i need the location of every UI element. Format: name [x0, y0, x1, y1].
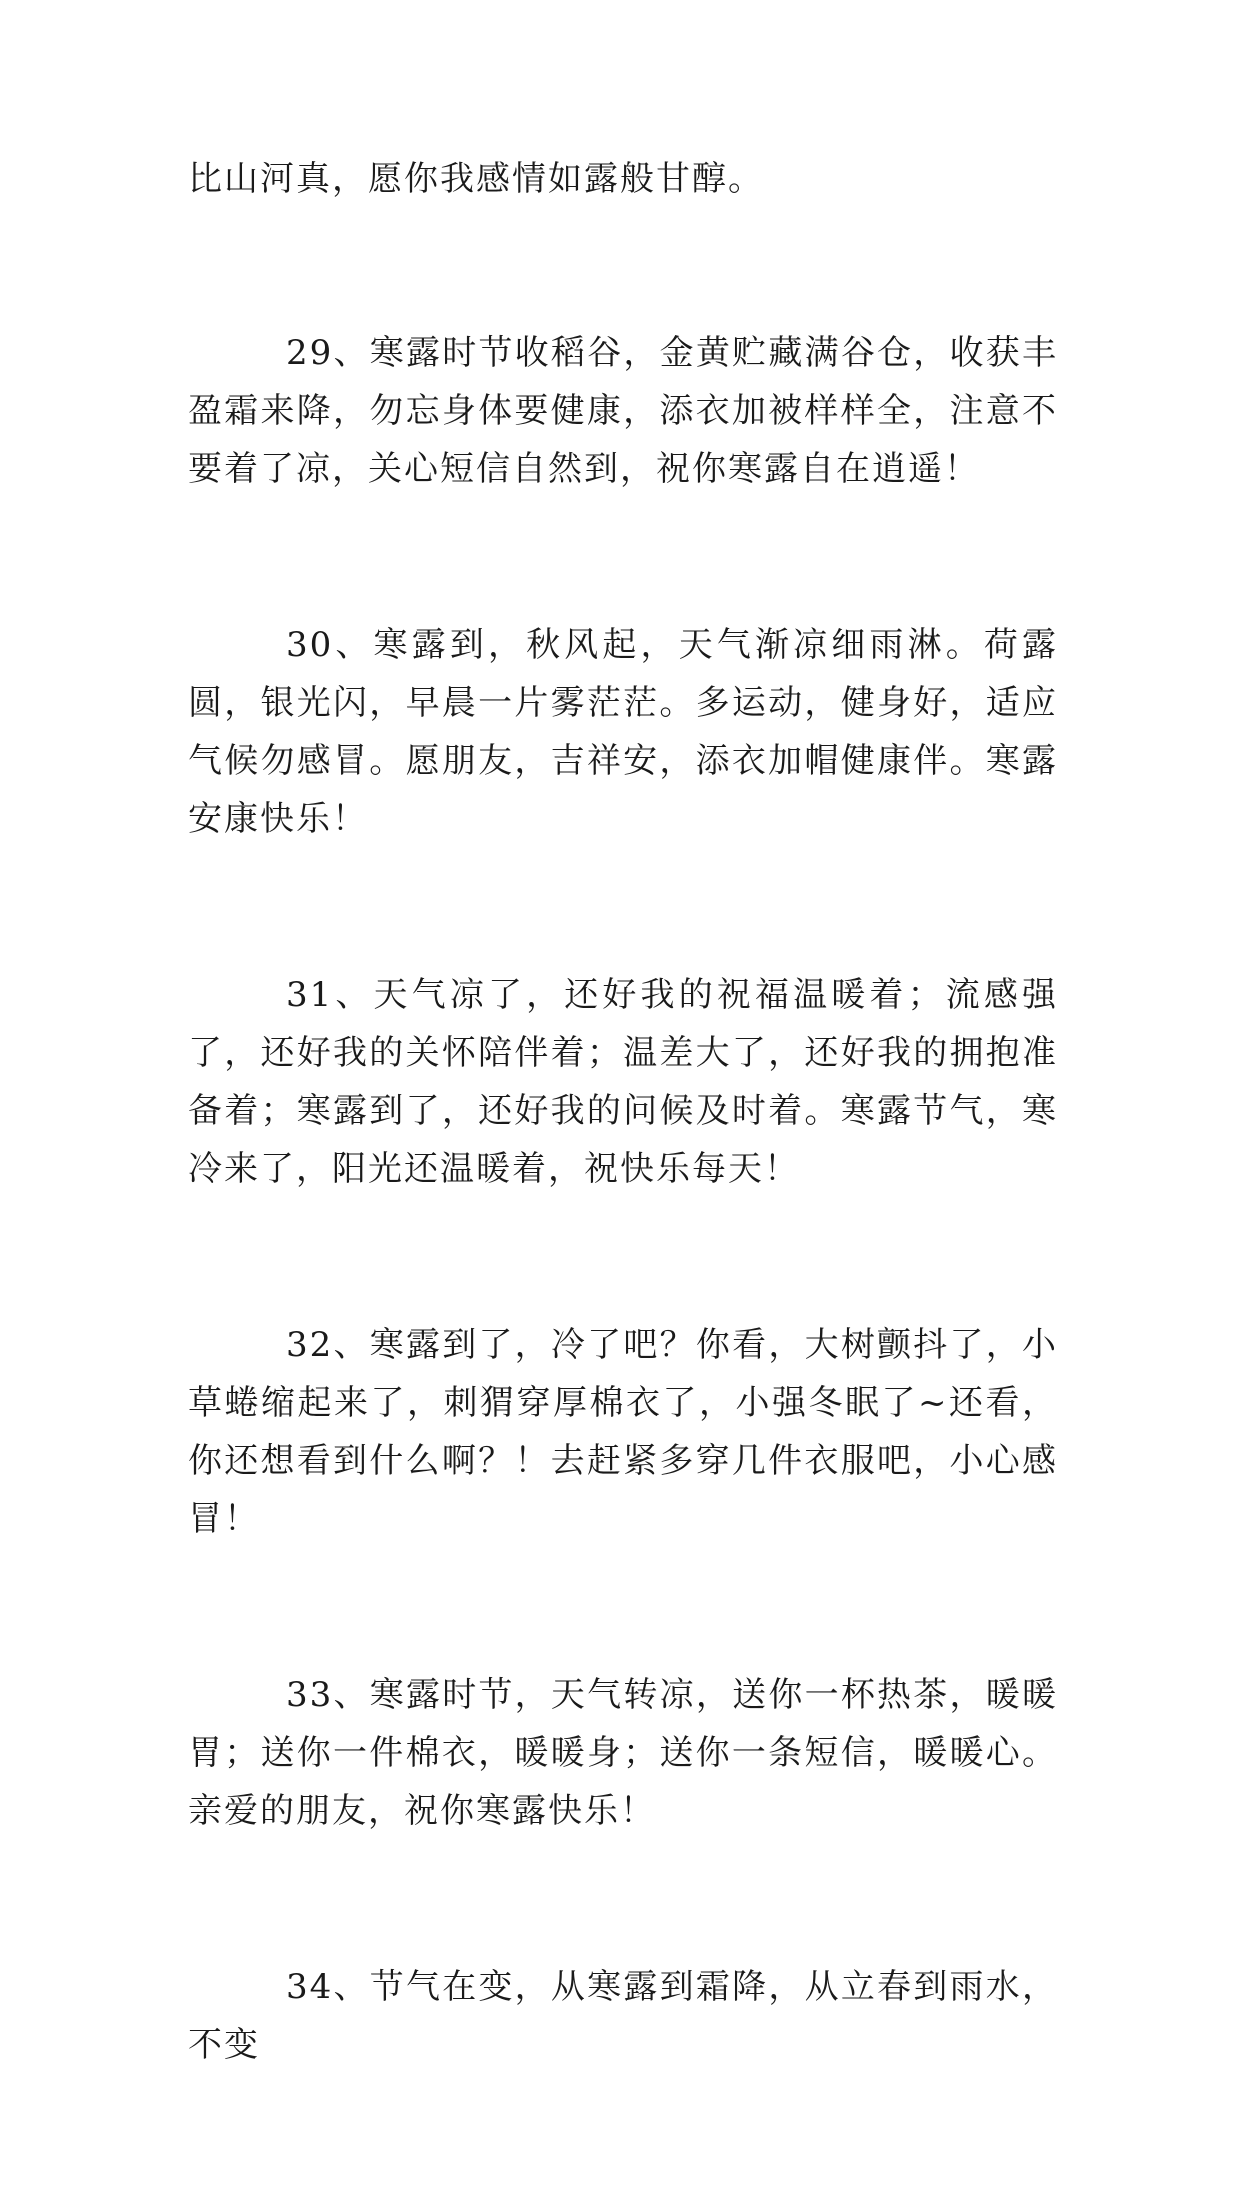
paragraph-30: 30、寒露到，秋风起，天气渐凉细雨淋。荷露圆，银光闪，早晨一片雾茫茫。多运动，健身好，适应气候勿感冒。愿朋友，吉祥安，添衣加帽健康伴。寒露安康快乐！: [188, 625, 1058, 839]
paragraph-29: 29、寒露时节收稻谷，金黄贮藏满谷仓，收获丰盈霜来降，勿忘身体要健康，添衣加被样样全，注意不要着了凉，关心短信自然到，祝你寒露自在逍遥！: [188, 333, 1058, 489]
paragraph-33: 33、寒露时节，天气转凉，送你一杯热茶，暖暖胃；送你一件棉衣，暖暖身；送你一条短信，暖暖心。亲爱的朋友，祝你寒露快乐！: [188, 1675, 1058, 1831]
paragraph-32: 32、寒露到了，冷了吧？你看，大树颤抖了，小草蜷缩起来了，刺猬穿厚棉衣了，小强冬眠了~还看，你还想看到什么啊？！去赶紧多穿几件衣服吧，小心感冒！: [188, 1325, 1058, 1539]
paragraph-continuation: 比山河真，愿你我感情如露般甘醇。: [188, 159, 764, 199]
paragraph-34: 34、节气在变，从寒露到霜降，从立春到雨水，不变: [188, 1967, 1058, 2065]
document-page: [188, 150, 1058, 2192]
paragraph-31: 31、天气凉了，还好我的祝福温暖着；流感强了，还好我的关怀陪伴着；温差大了，还好我的拥抱准备着；寒露到了，还好我的问候及时着。寒露节气，寒冷来了，阳光还温暖着，祝快乐每天！: [188, 975, 1058, 1189]
